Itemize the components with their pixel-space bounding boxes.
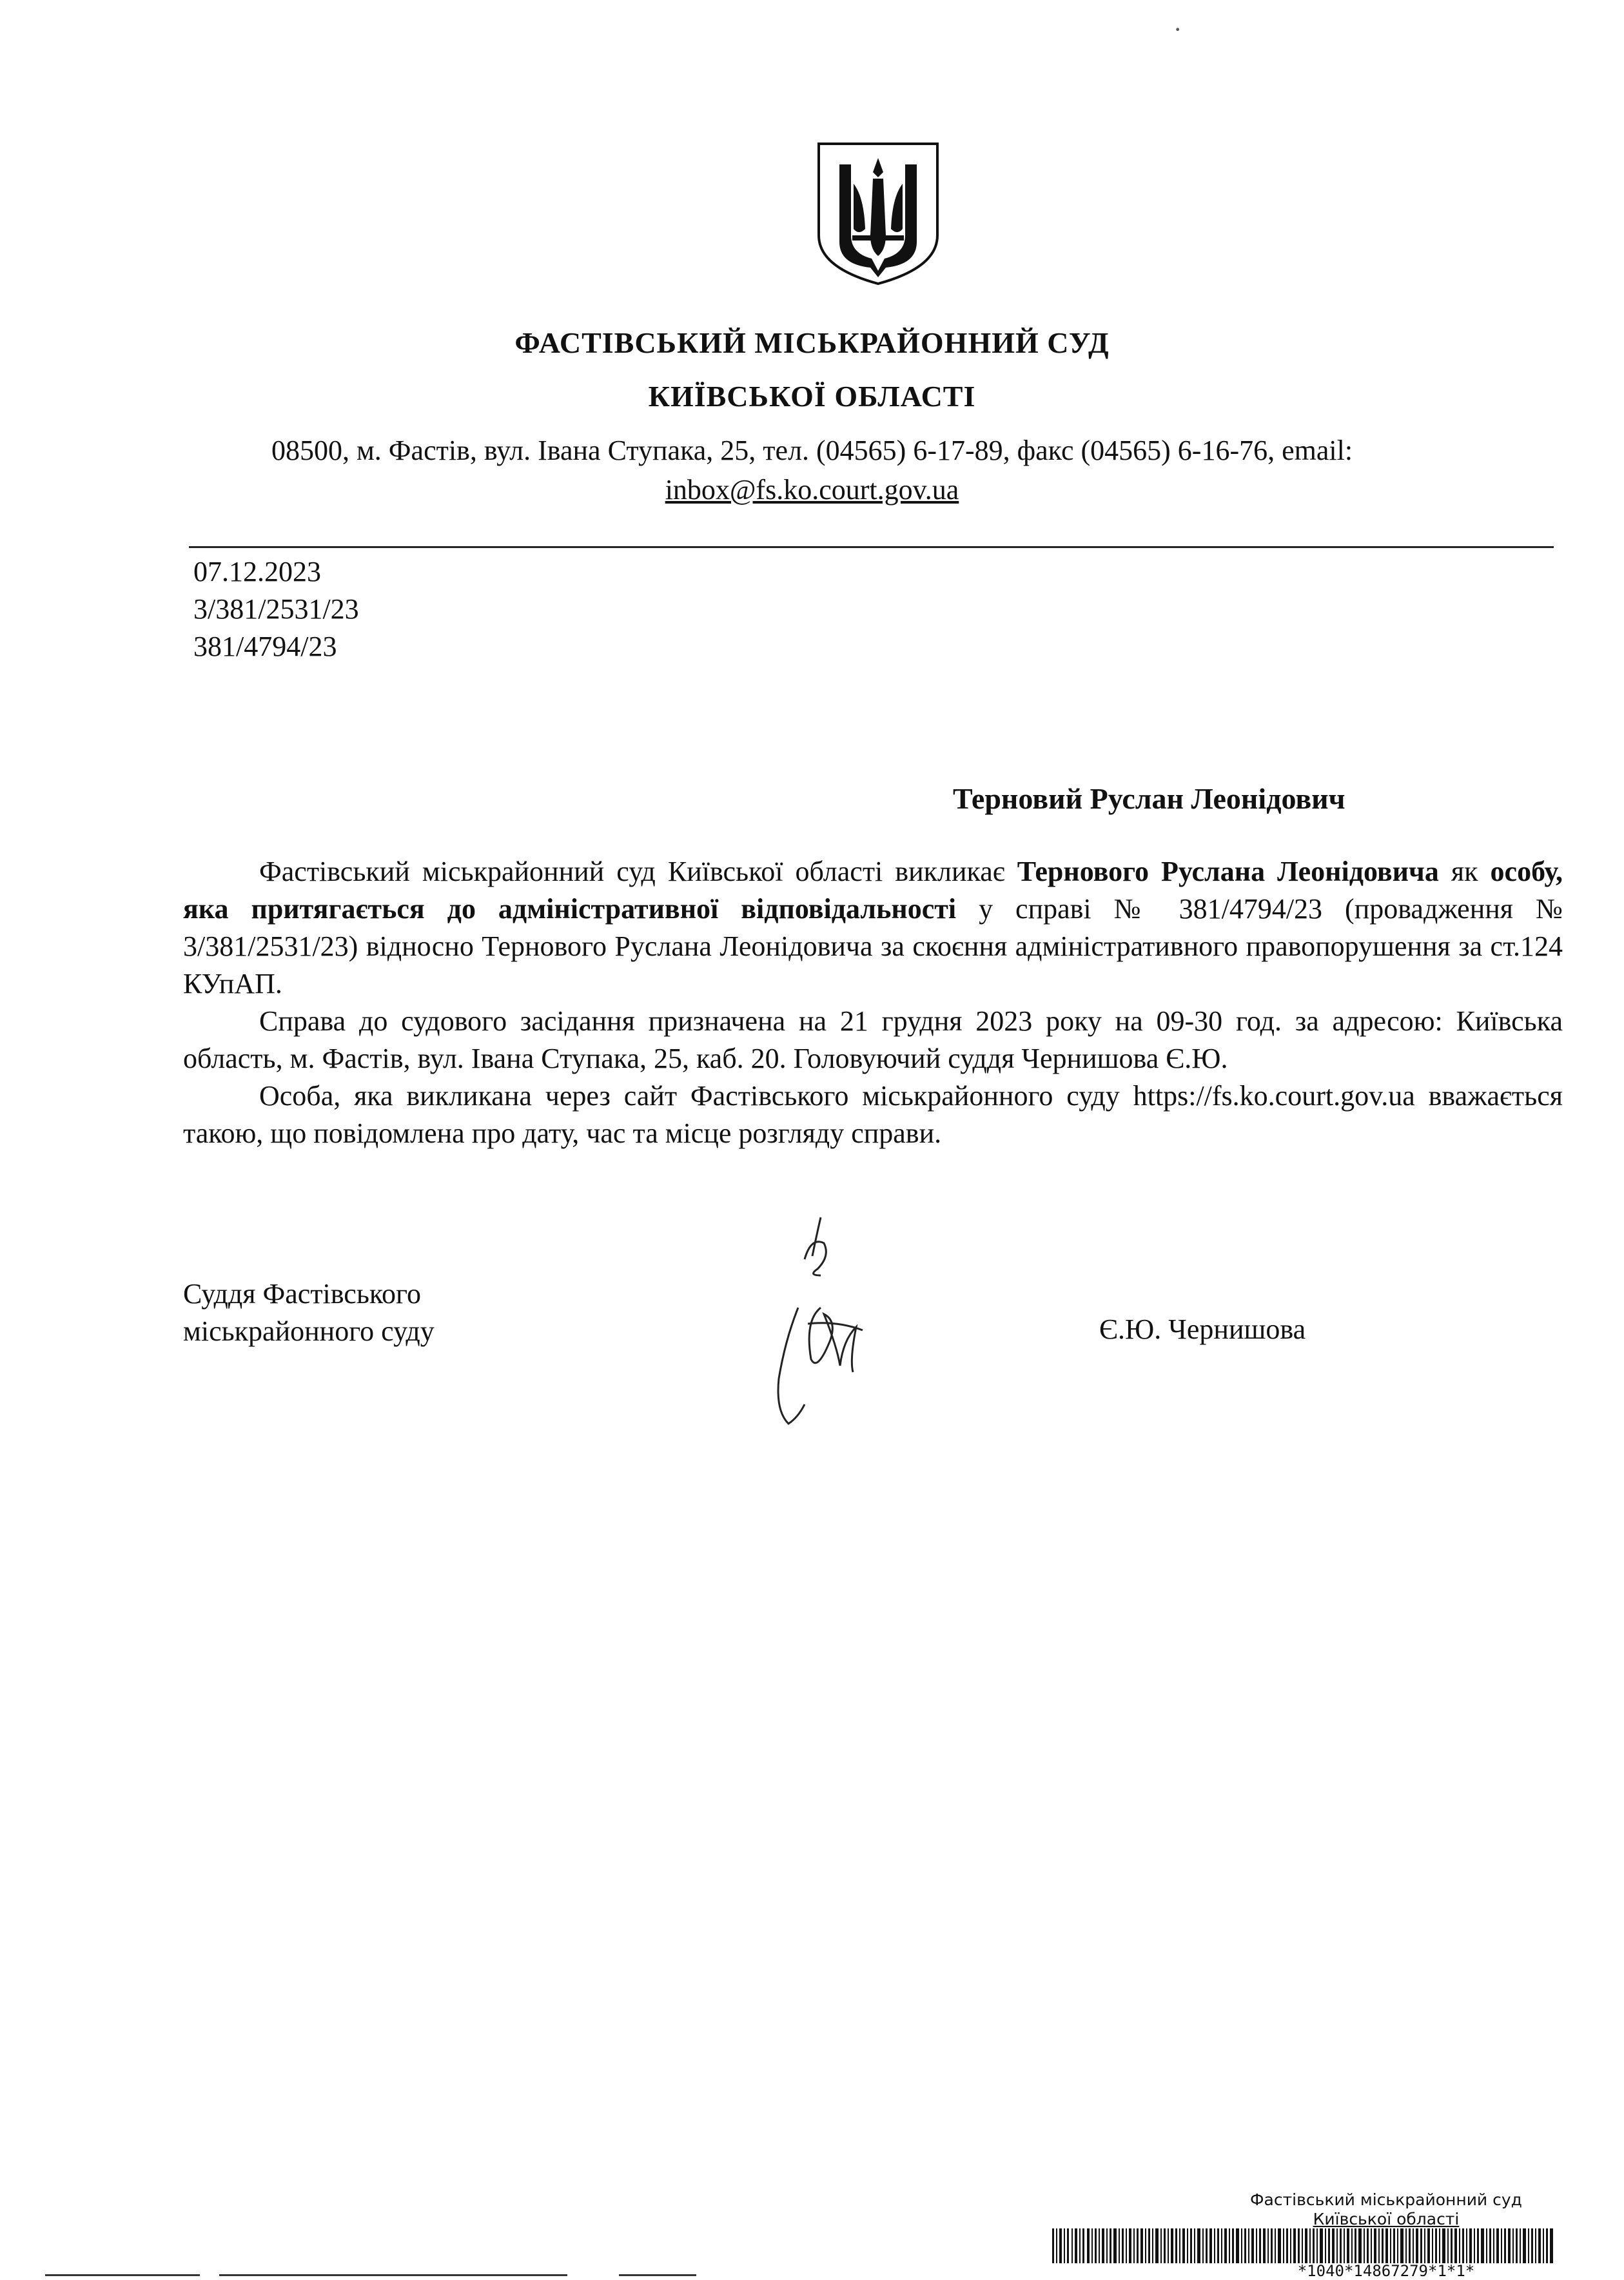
scan-mark: · (1173, 15, 1182, 44)
judge-title: Суддя Фастівського міськрайонного суду (183, 1278, 435, 1347)
header-divider (189, 546, 1554, 548)
handwritten-signature (759, 1211, 888, 1430)
court-website-link[interactable]: https://fs.ko.court.gov.ua (1133, 1080, 1415, 1112)
barcode-icon (1052, 2228, 1555, 2263)
barcode-number: *1040*14867279*1*1* (1297, 2262, 1475, 2280)
scan-edge-mark (619, 2274, 696, 2276)
judge-name: Є.Ю. Чернишова (1099, 1313, 1306, 1345)
court-email-link[interactable]: inbox@fs.ko.court.gov.ua (665, 474, 959, 506)
proceeding-number: 3/381/2531/23 (193, 593, 359, 625)
court-address: 08500, м. Фастів, вул. Івана Ступака, 25, тел. (04565) 6-17-89, факс (04565) 6-16-76, email: (271, 435, 1353, 466)
stamp-region: Київської області (1313, 2210, 1460, 2228)
document-date: 07.12.2023 (193, 556, 321, 587)
paragraph-hearing: Справа до судового засідання призначена на 21 грудня 2023 року на 09-30 год. за адресою: Київська область, м. Фастів, вул. Івана Ступака, 25, каб. 20. Головуючий суддя Чернишова Є.Ю. (183, 1005, 1563, 1074)
recipient-name: Терновий Руслан Леонідович (953, 782, 1345, 815)
case-number: 381/4794/23 (193, 631, 337, 662)
summons-body (183, 853, 1563, 1152)
paragraph-notice: Особа, яка викликана через сайт Фастівського міськрайонного суду https://fs.ko.court.gov.ua вважається такою, що повідомлена про дату, час та місце розгляду справи. (183, 1080, 1563, 1149)
paragraph-summons: Фастівський міськрайонний суд Київської області викликає Тернового Руслана Леонідовича як особу, яка притягається до адміністративної відповідальності у справі № 381/4794/23 (провадження № 3/381/2531/23) відносно Тернового Руслана Леонідовича за скоєння адміністративного правопорушення за ст.124 КУпАП. (183, 856, 1563, 999)
court-name: ФАСТІВСЬКИЙ МІСЬКРАЙОННИЙ СУД (514, 326, 1110, 359)
stamp-court-name: Фастівський міськрайонний суд (1250, 2190, 1522, 2209)
scan-edge-mark (45, 2274, 200, 2276)
coat-of-arms-icon (814, 139, 943, 287)
court-region: КИЇВСЬКОЇ ОБЛАСТІ (648, 380, 976, 413)
scan-edge-mark (219, 2274, 567, 2276)
